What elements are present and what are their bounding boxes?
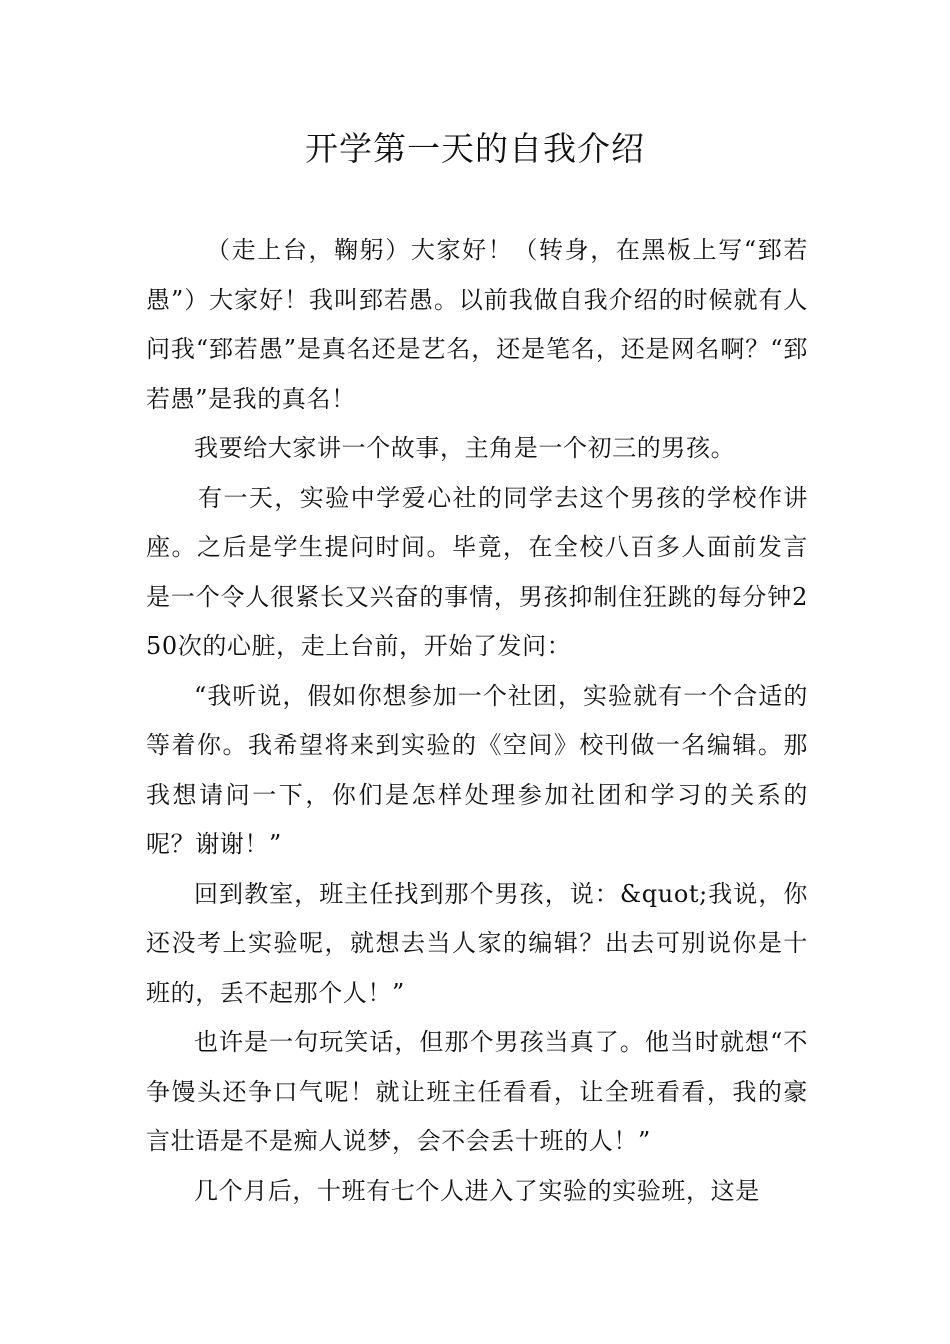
paragraph-teacher-reply: 回到教室，班主任找到那个男孩，说：&quot;我说，你还没考上实验呢，就想去当人家的编辑？出去可别说你是十班的，丢不起那个人！” (146, 879, 808, 1007)
paragraph-story-intro: 我要给大家讲一个故事，主角是一个初三的男孩。 (194, 434, 736, 462)
paragraph-question: “我听说，假如你想参加一个社团，实验就有一个合适的等着你。我希望将来到实验的《空间》校刊做一名编辑。那我想请问一下，你们是怎样处理参加社团和学习的关系的呢？谢谢！” (146, 681, 808, 858)
paragraph-determination: 也许是一句玩笑话，但那个男孩当真了。他当时就想“不争馒头还争口气呢！就让班主任看看，让全班看看，我的豪言壮语是不是痴人说梦，会不会丢十班的人！” (146, 1028, 808, 1155)
paragraph-lecture: 有一天，实验中学爱心社的同学去这个男孩的学校作讲座。之后是学生提问时间。毕竟，在全校八百多人面前发言是一个令人很紧长又兴奋的事情，男孩抑制住狂跳的每分钟250次的心脏，走上台前，开始了发问： (146, 483, 808, 660)
document-body (146, 226, 808, 1216)
paragraph-self-introduction: （走上台，鞠躬）大家好！（转身，在黑板上写“郅若愚”）大家好！我叫郅若愚。以前我做自我介绍的时候就有人问我“郅若愚”是真名还是艺名，还是笔名，还是网名啊？“郅若愚”是我的真名！ (146, 236, 808, 413)
paragraph-outcome: 几个月后，十班有七个人进入了实验的实验班，这是 (194, 1176, 760, 1205)
page-title: 开学第一天的自我介绍 (305, 129, 645, 168)
